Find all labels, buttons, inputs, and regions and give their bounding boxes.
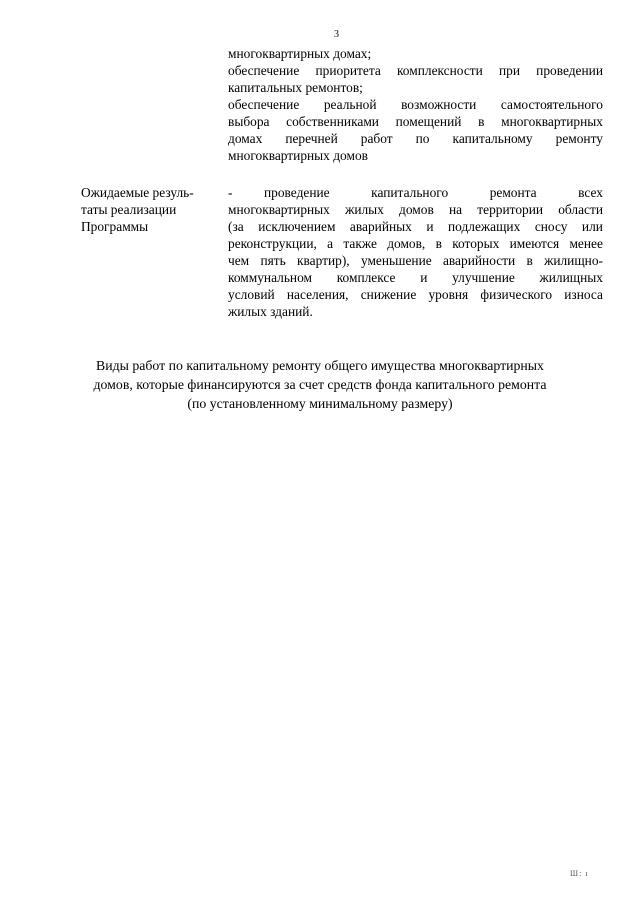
word: возможности [401, 97, 477, 112]
word: капитального [371, 185, 449, 200]
word: уровня [428, 287, 469, 302]
label-line: Программы [81, 219, 149, 234]
word: в [478, 114, 485, 129]
word: снижение [360, 287, 417, 302]
list-dash: - [228, 185, 233, 200]
label-line: таты реализации [81, 202, 177, 217]
word: реконструкции, [228, 236, 317, 251]
word: жилых [345, 202, 384, 217]
tasks-line [228, 96, 603, 113]
word: многоквартирных домов [228, 148, 368, 163]
word: износа [564, 287, 603, 302]
word: перечней [285, 131, 338, 146]
word: чем [228, 253, 250, 268]
heading-line: Виды работ по капитальному ремонту общего имущества многоквартирных [96, 358, 544, 373]
word: комплексе [336, 270, 396, 285]
word: работ [360, 131, 393, 146]
word: обеспечение [228, 63, 300, 78]
word: капитальному [452, 131, 533, 146]
word: аварийных [349, 219, 412, 234]
word: в [526, 253, 533, 268]
word: имеются [509, 236, 560, 251]
word: территории [477, 202, 544, 217]
word: исключением [258, 219, 336, 234]
word: приоритета [315, 63, 381, 78]
tasks-line [228, 147, 603, 164]
word: коммунальном [228, 270, 313, 285]
word: физического [480, 287, 553, 302]
tasks-line [228, 113, 603, 130]
word: многоквартирных [501, 114, 603, 129]
word: реальной [323, 97, 377, 112]
word: сносу [534, 219, 568, 234]
word: собственниками [286, 114, 379, 129]
word: ремонту [555, 131, 603, 146]
tasks-line [228, 79, 603, 96]
word: жилых зданий. [228, 304, 313, 319]
word: или [581, 219, 603, 234]
word: а [327, 236, 334, 251]
word: условий [228, 287, 275, 302]
results-line [228, 269, 603, 286]
word: проведение [264, 185, 330, 200]
results-line [228, 252, 603, 269]
results-line [228, 303, 603, 320]
word: жилищно- [544, 253, 603, 268]
word: домов [399, 202, 434, 217]
heading-line: (по установленному минимальному размеру) [187, 396, 453, 411]
word: многоквартирных домах; [228, 46, 372, 61]
word: на [448, 202, 463, 217]
label-line: Ожидаемые резуль- [81, 185, 194, 200]
word: аварийности [442, 253, 516, 268]
word: по [415, 131, 430, 146]
tasks-line [228, 62, 603, 79]
results-line [228, 286, 603, 303]
tasks-line [228, 45, 603, 62]
word: капитальных ремонтов; [228, 80, 363, 95]
word: всех [578, 185, 603, 200]
word: менее [569, 236, 603, 251]
word: комплексности [396, 63, 483, 78]
word: подлежащих [448, 219, 521, 234]
word: уменьшение [360, 253, 432, 268]
word: жилищных [539, 270, 603, 285]
page-number: 3 [334, 29, 339, 40]
word: в [435, 236, 442, 251]
word: и [426, 219, 434, 234]
word: домов, [387, 236, 426, 251]
word: обеспечение [228, 97, 300, 112]
heading-line: домов, которые финансируются за счет средств фонда капитального ремонта [93, 377, 547, 392]
word: пять [260, 253, 286, 268]
word: населения, [286, 287, 349, 302]
footer-mark: Ш: ı [570, 869, 589, 878]
word: квартир), [297, 253, 350, 268]
word: области [558, 202, 603, 217]
results-line [228, 218, 603, 235]
word: при [498, 63, 520, 78]
results-line [228, 201, 603, 218]
word: (за [228, 219, 244, 234]
word: выбора [228, 114, 270, 129]
word: ремонта [489, 185, 537, 200]
results-line [228, 235, 603, 252]
word: которых [452, 236, 500, 251]
word: домах [228, 131, 263, 146]
tasks-line [228, 130, 603, 147]
word: улучшение [452, 270, 515, 285]
word: помещений [395, 114, 462, 129]
word: также [343, 236, 377, 251]
word: проведении [536, 63, 603, 78]
word: многоквартирных [228, 202, 330, 217]
results-line [264, 184, 603, 201]
word: самостоятельного [500, 97, 603, 112]
word: и [420, 270, 428, 285]
